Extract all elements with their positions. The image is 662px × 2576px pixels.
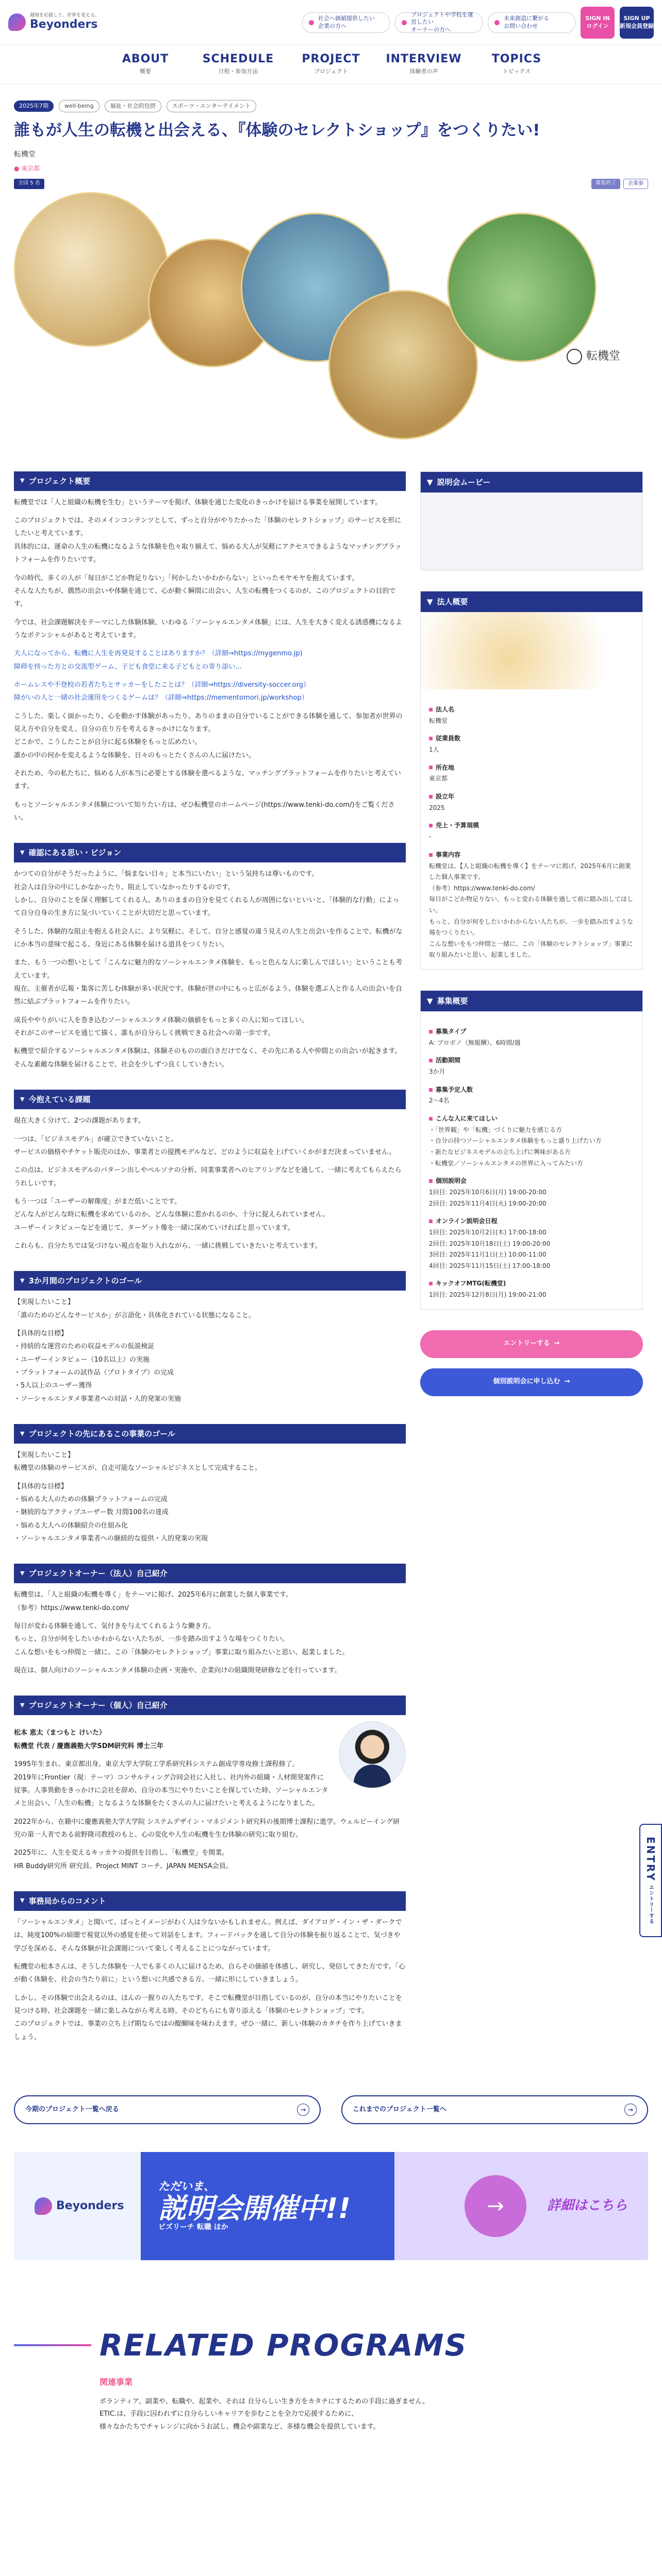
nav-project[interactable]: PROJECT プロジェクト (302, 53, 360, 75)
chevron-down-icon: ▼ (427, 477, 433, 487)
section-heading: ▼ 3か月間のプロジェクトのゴール (14, 1271, 406, 1291)
back-to-current-projects-button[interactable]: 今期のプロジェクト一覧へ戻る → (14, 2095, 321, 2124)
section-text: それため、今の私たちに、悩める人が本当に必要とする体験を選べるような、マッチングプラットフォームを作りたいと考えています。 (14, 769, 401, 791)
nav-topics[interactable]: TOPICS トピックス (491, 53, 542, 75)
info-value: 1人 (429, 745, 439, 753)
section-text: 一つは、「ビジネスモデル」が確立できていないこと。 サービスの価格やチケット販売のほか、事業者との提携モデルなど、どのように収益を上げていくかがまだ決まっていません。 (14, 1135, 395, 1156)
section-text: かつての自分がそうだったように、「悩まない日々」と本当にいたい」という気持ちは尊いものです。 社会人は自分の中にしかなかったり、阻止していなかったりするのです。 しかし、自分のことを深く理解してくれる人、ありのままの自分を見てくれる人が周囲にないといいと、「体験的な行動」によって自分自身の生き方に気づいていくことが大切だと思っています。 (14, 870, 400, 918)
brand-mark-icon (567, 349, 582, 364)
section-text: 今では、社会課題解決をテーマにした体験体験、いわゆる「ソーシャルエンタメ体験」には、人生を大きく変える誘惑機になるようなポテンシャルがあると考えています。 (14, 618, 402, 639)
info-value: 1回目: 2025年10月6日(月) 19:00-20:00 2回目: 2025年11月4日(火) 19:00-20:00 (429, 1189, 547, 1207)
chevron-down-icon: ▼ (20, 1277, 25, 1284)
chevron-down-icon: ▼ (20, 1095, 25, 1103)
section-text: 成長ややりがいに人を巻き込むソーシャルエンタメ体験の価値をもっと多くの人に知ってほしい。 それがこのサービスを通じて描く、誰もが自分らしく挑戦できる社会への第一歩です。 (14, 1016, 308, 1038)
info-value: 2025 (429, 804, 445, 811)
chevron-down-icon: ▼ (427, 996, 433, 1006)
info-key: オンライン説明会日程 (429, 1215, 634, 1227)
section-heading: ▼ プロジェクトの先にあるこの事業のゴール (14, 1424, 406, 1444)
banner-partner: ビズリーチ 転職 ほか (158, 2223, 228, 2232)
banner-subtitle: ただいま、 (158, 2180, 216, 2193)
section-text: 毎日が変わる体験を通して、気付きを与えてくれるような働き方。 もっと、自分が何をしたいかわからない人たちが、一歩を踏み出すような場をつくりたい。 こんな想いをもつ仲間と一緒に、この「体験のセレクトショップ」事業に取り組みたいと思い、起業しました。 (14, 1622, 349, 1656)
info-key: 募集タイプ (429, 1026, 634, 1038)
chevron-down-icon: ▼ (20, 849, 25, 856)
top-bar (0, 0, 662, 45)
session-signup-button[interactable]: 個別説明会に申し込む → (420, 1368, 643, 1396)
company-card (420, 591, 643, 970)
section-heading: ▼ プロジェクトオーナー（個人）自己紹介 (14, 1696, 406, 1715)
section-text: このプロジェクトでは、そのメインコンテンツとして、ずっと自分がやりたかった「体験のセレクトショップ」のサービスを形にしたいと考えています。 具体的には、運命の人生の転機になるような体験を色々取り揃えて、悩める大人が気軽にアクセスできるようなマッチングプラットフォームを作りたいです。 (14, 517, 402, 564)
info-value: 東京都 (429, 775, 448, 783)
chevron-down-icon: ▼ (20, 1569, 25, 1577)
category-tag[interactable]: スポーツ・エンターテイメント (167, 100, 256, 112)
section-text: 【具体的な目標】 ・悩める大人のための体験プラットフォームの完成 ・継続的なアクティブユーザー数 月間100名の達成 ・悩める大人への体験紹介の仕組み化 ・ソーシャルエンタメ事業者への継続的な提供・人的発案の実現 (14, 1482, 208, 1543)
past-projects-button[interactable]: これまでのプロジェクト一覧へ → (341, 2095, 648, 2124)
video-card (420, 471, 643, 570)
video-player[interactable] (421, 493, 642, 570)
owner-photo (339, 1721, 406, 1788)
recruit-card (420, 990, 643, 1310)
link-for-owners[interactable]: プロジェクトや学校を運営したい オーナーの方へ (395, 12, 483, 33)
section-heading: ▼ プロジェクト概要 (14, 471, 406, 491)
info-key: 活動期間 (429, 1055, 634, 1066)
page-title: 誰もが人生の転機と出会える、『体験のセレクトショップ』をつくりたい! (14, 121, 540, 140)
section-text: そうした、体験的な阻止を抱える社会人に、より気軽に、そして、自分と感覚の違う見えの人生と出会いを作ることで、転機がなにか本当の意味で起こる、身近にある体験を届ける道具をつくりたい。 (14, 927, 403, 949)
section-text: 【実現したいこと】 転機堂の体験のサービスが、自走可能なソーシャルビジネスとして完成すること。 (14, 1451, 262, 1472)
company-image (421, 612, 642, 689)
section-link-text[interactable]: 大人になってから、転機に人生を再発見することはありますか？（詳細⇒https://mygenmo.jp) 障碍を持った方との交流型ゲーム、子ども食堂に来る子どもとの寄り添い... (14, 650, 303, 671)
section-text: もう一つは「ユーザーの解像度」がまだ低いことです。 どんな人がどんな時に転機を求めているのか、どんな体験に惹かれるのか、十分に捉えられていません。 ユーザーインタビューなどを通じて、ターゲット像を一緒に深めていければと思っています。 (14, 1197, 329, 1232)
sidebar (420, 471, 643, 2044)
section-heading: ▼ プロジェクトオーナー（法人）自己紹介 (14, 1564, 406, 1583)
arrow-right-icon: → (554, 1340, 560, 1348)
sidebar-heading: ▼ 法人概要 (421, 591, 642, 612)
owner-profile (14, 1721, 406, 1810)
arrow-right-icon: → (297, 2104, 309, 2116)
section-text: もっとソーシャルエンタメ体験について知りたい方は、ぜひ転機堂のホームページ(https://www.tenki-do.com/)をご覧ください。 (14, 801, 395, 822)
sidebar-heading: ▼ 募集概要 (421, 991, 642, 1011)
section-text: 転機堂で紹介するソーシャルエンタメ体験は、体験そのものの面白さだけでなく、その先にある人や仲間との出会いが起きます。そんな素敵な体験を届けることで、社会を少しずつ良くしていきたい。 (14, 1047, 402, 1069)
info-value: 3か月 (429, 1068, 445, 1076)
hero-image (14, 192, 648, 450)
related-programs (14, 2317, 648, 2465)
illustration-circle (447, 213, 597, 362)
type-badge: 企業参 (623, 179, 648, 189)
signin-button[interactable]: SIGN IN ログイン (581, 7, 615, 39)
banner-brand: Beyonders (35, 2195, 138, 2217)
brand-tagline: 越境を応援して、世界を変える。 (30, 13, 100, 19)
tag-row (14, 100, 648, 112)
capacity-badge: 全国 5 名 (14, 179, 44, 189)
main-content (14, 471, 406, 2044)
link-for-companies[interactable]: 社会へ価値提供したい 企業の方へ (302, 12, 390, 33)
related-heading-ja: 関連事業 (100, 2377, 133, 2387)
info-key: 売上・予算規模 (429, 820, 634, 832)
section-text: しかし、その体験で出会えるのは、ほんの一握りの人たちです。そこで転機堂が目指しているのが、自分の本当にやりたいことを見つける時、社会課題を一緒に楽しみながら考える時、そのどちらにも寄り添える「体験のセレクトショップ」です。 このプロジェクトでは、事業の立ち上げ期ならではの醍醐味を味わえます。ぜひ一緒に、新しい体験のカタチを作り上げていきましょう。 (14, 1994, 402, 2041)
related-heading: RELATED PROGRAMS (100, 2328, 468, 2363)
info-key: 従業員数 (429, 733, 634, 744)
section-link-text[interactable]: ホームレスや不登校の若者たちとサッカーをしたことは？（詳細⇒https://diversity-soccer.org） 障がいの人と一緒の社会運用をつくるゲームは？（詳細⇒https://mementomori.jp/workshop） (14, 681, 310, 702)
info-key: キックオフMTG(転機堂) (429, 1278, 634, 1290)
chevron-down-icon: ▼ (20, 1702, 25, 1709)
section-text: 2022年から、在籍中に慶應義塾大学大学院 システムデザイン・マネジメント研究科の後期博士課程に進学。ウェルビーイング研究の第一人者である前野隆司教授のもと、心の変化や人生の転機を生む体験の研究に取り組む。 (14, 1818, 400, 1839)
banner-cta: 詳細はこちら (547, 2198, 627, 2214)
info-key: 事業内容 (429, 849, 634, 861)
brand-logo[interactable] (8, 13, 100, 31)
entry-button[interactable]: エントリーする → (420, 1330, 643, 1358)
arrow-right-icon: → (624, 2104, 637, 2116)
section-text: 転機堂の松本さんは、そうした体験を一人でも多くの人に届けるため、自らその価値を体感し、研究し、発信してきた方です。「心が動く体験を、社会の当たり前に」という想いに共感できる方、一緒に形にしていきましょう。 (14, 1962, 405, 1984)
info-value: 転機堂 (429, 717, 448, 724)
section-text: 1995年生まれ、東京都出身。東京大学大学院工学系研究科システム創成学専攻修士課程修了。 2019年にFrontier（現：テーマ）コンサルティング合同会社に入社し、社内外の組織・人材開発案件に従事。人事異動をきっかけに会社を辞め、自分の本当にやりたいことを探していた時、ソーシャルエンタメと出会い、「人生の転機」となるような体験をたくさんの人に届けたいと考えるようになりました。 (14, 1760, 328, 1808)
info-value: - (429, 833, 432, 841)
hero-brand-mark: 転機堂 (567, 346, 620, 367)
section-text: これらも、自分たちでは気づけない視点を取り入れながら、一緒に挑戦していきたいと考えています。 (14, 1242, 322, 1250)
info-key: 所在地 (429, 762, 634, 774)
section-text: 2025年に、人生を変えるキッカケの提供を目指し、「転機堂」を開業。 HR Buddy研究所 研究員、Project MINT コーチ、JAPAN MENSA会員。 (14, 1849, 233, 1870)
status-badge: 募集終了 (591, 179, 620, 189)
sidebar-heading: ▼ 説明会ムービー (421, 472, 642, 493)
arrow-right-icon: → (564, 1378, 570, 1386)
link-contact[interactable]: 未来創造に繋がる お問い合わせ (488, 12, 575, 33)
chevron-down-icon: ▼ (20, 477, 25, 484)
info-key: 法人名 (429, 704, 634, 716)
banner-title: 説明会開催中!! (158, 2192, 351, 2225)
chevron-down-icon: ▼ (20, 1430, 25, 1437)
chevron-down-icon: ▼ (427, 597, 433, 606)
section-heading: ▼ 事務局からのコメント (14, 1891, 406, 1911)
nav-interview[interactable]: INTERVIEW 体験者の声 (386, 53, 462, 75)
info-value: 1回目: 2025年10月2日(木) 17:00-18:00 2回目: 2025年10月18日(土) 19:00-20:00 3回目: 2025年11月1日(土) 10:00-11:00 4回目: 2025年11月15日(土) 17:00-18:00 (429, 1229, 551, 1269)
logo-mark-icon (8, 13, 26, 31)
info-value: A: プロボノ（無報酬）、6時間/週 (429, 1039, 521, 1046)
floating-entry-tab[interactable]: ENTRY エントリーする (639, 1824, 662, 1937)
section-text: 転機堂は、「人と組織の転機を導く」をテーマに掲げ、2025年6月に創業した個人事業です。 （参考）https://www.tenki-do.com/ (14, 1591, 293, 1612)
owner-profile-name: 松本 恵太（まつもと けいた） 転機堂 代表 / 慶應義塾大学SDM研究科 博士三年 (14, 1729, 163, 1750)
info-key: こんな人に来てほしい (429, 1113, 634, 1125)
logo-mark-icon (35, 2197, 52, 2215)
decorative-line (14, 2344, 91, 2346)
info-value: 2〜4名 (429, 1097, 450, 1105)
nav-schedule[interactable]: SCHEDULE 日程・参加方法 (202, 53, 274, 75)
section-text: 【具体的な目標】 ・持続的な運営のための収益モデルの仮説検証 ・ユーザーインタビュー（10名以上）の実施 ・プラットフォームの試作品（プロトタイプ）の完成 ・5人以上のユーザー獲得 ・ソーシャルエンタメ事業者への対話・人的発案の実施 (14, 1329, 181, 1403)
section-text: また、もう一つの想いとして「こんなに魅力的なソーシャルエンタメ体験を、もっと色んな人に楽しんでほしい」ということも考えています。 現在、主催者が広報・集客に苦しむ体験が多い状況です。体験が世の中にもっと広がるよう、体験を選ぶ人と作る人の出会いを自然に結ぶプラットフォームを作りたい。 (14, 959, 402, 1006)
illustration-circle (14, 192, 169, 347)
section-text: 「ソーシャルエンタメ」と聞いて、ぱっとイメージがわく人は少ないかもしれません。例えば、ダイアログ・イン・ザ・ダークでは、純度100%の暗闇で視覚以外の感覚を使って対話をします。フィードバックを通して自分の体験を振り返ることで、気づきや学びを深める、そんな体験が社会課題について楽しく考えることにつながっています。 (14, 1918, 402, 1953)
bullet-icon (402, 20, 407, 25)
related-description: ボランティア、副業や、転職や、起業や、それは 自分らしい生き方をカタチにするための手段に過ぎません。 ETIC.は、手段に囚われずに自分らしいキャリアを歩むことを全力で応援するために、 様々なかたちでチャレンジに向かうお試し、機会や副業など、多様な機会を提供しています。 (100, 2397, 429, 2431)
category-tag[interactable]: 福祉・社会的包摂 (105, 100, 161, 112)
location-label: ● 東京都 (14, 164, 40, 172)
section-text: こうした、楽しく面かったり、心を動かす体験があったり、ありのままの自分でいることができる体験を通して、参加者が世界の見え方や自分を変え、自分の在り方を考えるきっかけになります。 どこかで、こうしたことが自分に起る体験をもっと広めたい。 誰かの中の何かを変えるような体験を、日々のもっとたくさんの人に届けたい。 (14, 712, 403, 759)
info-key: 募集予定人数 (429, 1084, 634, 1096)
section-text: 【実現したいこと】 「誰のためのどんなサービスか」が言語化・具体化されている状態になること。 (14, 1298, 256, 1319)
chevron-down-icon: ▼ (20, 1897, 25, 1904)
owner-name: 転機堂 (14, 150, 36, 159)
section-text: 現在は、個人向けのソーシャルエンタメ体験の企画・実施や、企業向けの組織開発研修などを行っています。 (14, 1667, 341, 1675)
section-text: 今の時代、多くの人が「毎日がこどか物足りない」「何かしたいかわからない」といったモヤモヤを抱えています。 そんな人たちが、偶然の出会いや体験を通じて、心が動く瞬間に出会い、人生の転機をつくるのが、このプロジェクトの目的です。 (14, 574, 396, 608)
section-heading: ▼ 今抱えている課題 (14, 1090, 406, 1109)
bullet-icon (309, 20, 314, 25)
section-heading: ▼ 確認にある思い・ビジョン (14, 843, 406, 862)
main-nav (0, 45, 662, 84)
section-text: この点は、ビジネスモデルのパターン出しやペルソナの分析、同業事業者へのヒアリングなどを通して、一緒に考えてもらえたらうれしいです。 (14, 1166, 402, 1188)
arrow-right-icon: → (465, 2175, 526, 2237)
info-value: 転機堂は、【人と組織の転機を導く】をテーマに掲げ、2025年6月に創業した個人事業です。 （参考）https://www.tenki-do.com/ 毎日がこどか物足りない、もっと変わる体験を通して前に踏み出してほしい。 もっと、自分が何をしたいかわからない人たちが、一歩を踏み出すような場をつくりたい。 こんな想いをもつ仲間と一緒に、この「体験のセレクトショップ」事業に取り組みたいと思い、起業しました。 (429, 862, 634, 959)
info-value: 1回目: 2025年12月8日(月) 19:00-21:00 (429, 1291, 547, 1299)
section-text: 現在大きく分けて、2つの課題があります。 (14, 1117, 145, 1125)
info-key: 個別説明会 (429, 1175, 634, 1187)
info-value: ・「世界観」や「転機」づくりに魅力を感じる方 ・自分の持つソーシャルエンタメ体験をもっと盛り上げたい方 ・新たなビジネスモデルの立ち上げに興味がある方 ・転機堂／ソーシャルエンタメの世界に入ってみたい方 (429, 1126, 602, 1167)
signup-button[interactable]: SIGN UP 新規会員登録 (620, 7, 654, 39)
section-text: 転機堂では「人と組織の転機を生む」というテーマを掲げ、体験を通じた変化のきっかけを届ける事業を展開しています。 (14, 498, 382, 506)
term-tag[interactable]: 2025年7期 (14, 100, 54, 112)
info-key: 設立年 (429, 791, 634, 803)
bullet-icon (494, 20, 500, 25)
info-session-banner[interactable] (14, 2152, 648, 2260)
nav-about[interactable]: ABOUT 概要 (122, 53, 169, 75)
category-tag[interactable]: well-being (59, 100, 100, 112)
brand-name: Beyonders (30, 18, 98, 31)
